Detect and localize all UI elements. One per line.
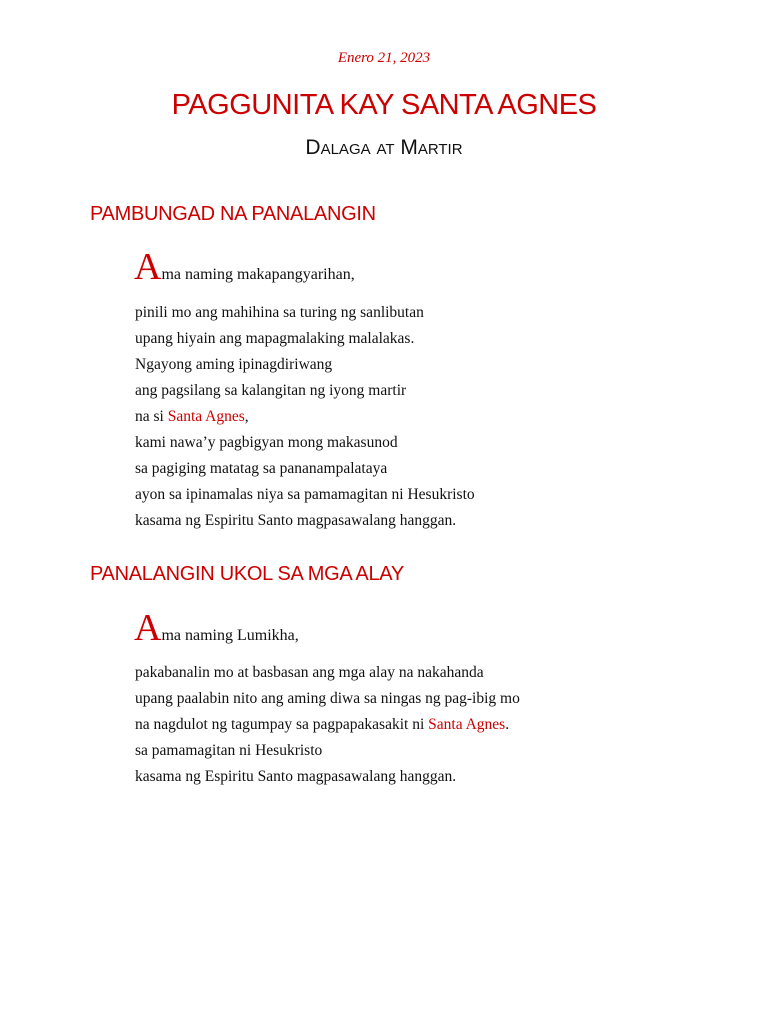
- prayer-line: [135, 764, 520, 790]
- line-text: upang hiyain ang mapagmalaking malalakas.: [135, 330, 415, 347]
- prayer-line: [135, 482, 475, 508]
- page-title: PAGGUNITA KAY SANTA AGNES: [171, 89, 597, 121]
- line-text: sa pamamagitan ni Hesukristo: [135, 742, 323, 759]
- drop-cap: A: [134, 607, 162, 649]
- line-text: ang pagsilang sa kalangitan ng iyong martir: [135, 382, 407, 399]
- prayer-line: [135, 456, 475, 482]
- line-text: kasama ng Espiritu Santo magpasawalang hanggan.: [135, 768, 457, 785]
- prayer-line: [135, 300, 475, 326]
- saint-name: Santa Agnes: [428, 716, 506, 733]
- line-text: na si: [135, 408, 168, 425]
- line-text: ayon sa ipinamalas niya sa pamamagitan ni Hesukristo: [135, 486, 475, 503]
- line-text: pakabanalin mo at basbasan ang mga alay na nakahanda: [135, 664, 484, 681]
- line-text: Ngayong aming ipinagdiriwang: [135, 356, 333, 373]
- line-text-end: ,: [244, 408, 249, 425]
- line-text: pinili mo ang mahihina sa turing ng sanlibutan: [135, 304, 424, 321]
- prayer-line: [135, 686, 520, 712]
- drop-cap: A: [134, 246, 162, 288]
- line-text: kami nawa’y pagbigyan mong makasunod: [135, 434, 398, 451]
- opening-text: ma naming makapangyarihan,: [161, 266, 355, 283]
- prayer-line: [135, 352, 475, 378]
- opening-text: ma naming Lumikha,: [161, 627, 299, 644]
- section-heading-alay: PANALANGIN UKOL SA MGA ALAY: [90, 563, 404, 585]
- prayer-line: [135, 430, 475, 456]
- line-text: upang paalabin nito ang aming diwa sa ningas ng pag-ibig mo: [135, 690, 520, 707]
- prayer-line: [135, 738, 520, 764]
- prayer-line: [135, 508, 475, 534]
- line-text: na nagdulot ng tagumpay sa pagpapakasakit ni: [135, 716, 429, 733]
- saint-name: Santa Agnes: [167, 408, 245, 425]
- date: Enero 21, 2023: [337, 50, 431, 66]
- line-text-end: .: [505, 716, 510, 733]
- section-heading-pambungad: PAMBUNGAD NA PANALANGIN: [90, 203, 376, 225]
- page-subtitle: Dalaga at Martir: [305, 136, 463, 159]
- prayer-line: [135, 326, 475, 352]
- prayer-line: [135, 712, 520, 738]
- line-text: kasama ng Espiritu Santo magpasawalang hanggan.: [135, 512, 457, 529]
- opening-line: [134, 248, 355, 286]
- prayer-line: [135, 660, 520, 686]
- prayer-line: [135, 404, 475, 430]
- prayer-lines: [135, 300, 475, 534]
- prayer-lines: [135, 660, 520, 790]
- prayer-line: [135, 378, 475, 404]
- line-text: sa pagiging matatag sa pananampalataya: [135, 460, 388, 477]
- opening-line: [134, 609, 299, 647]
